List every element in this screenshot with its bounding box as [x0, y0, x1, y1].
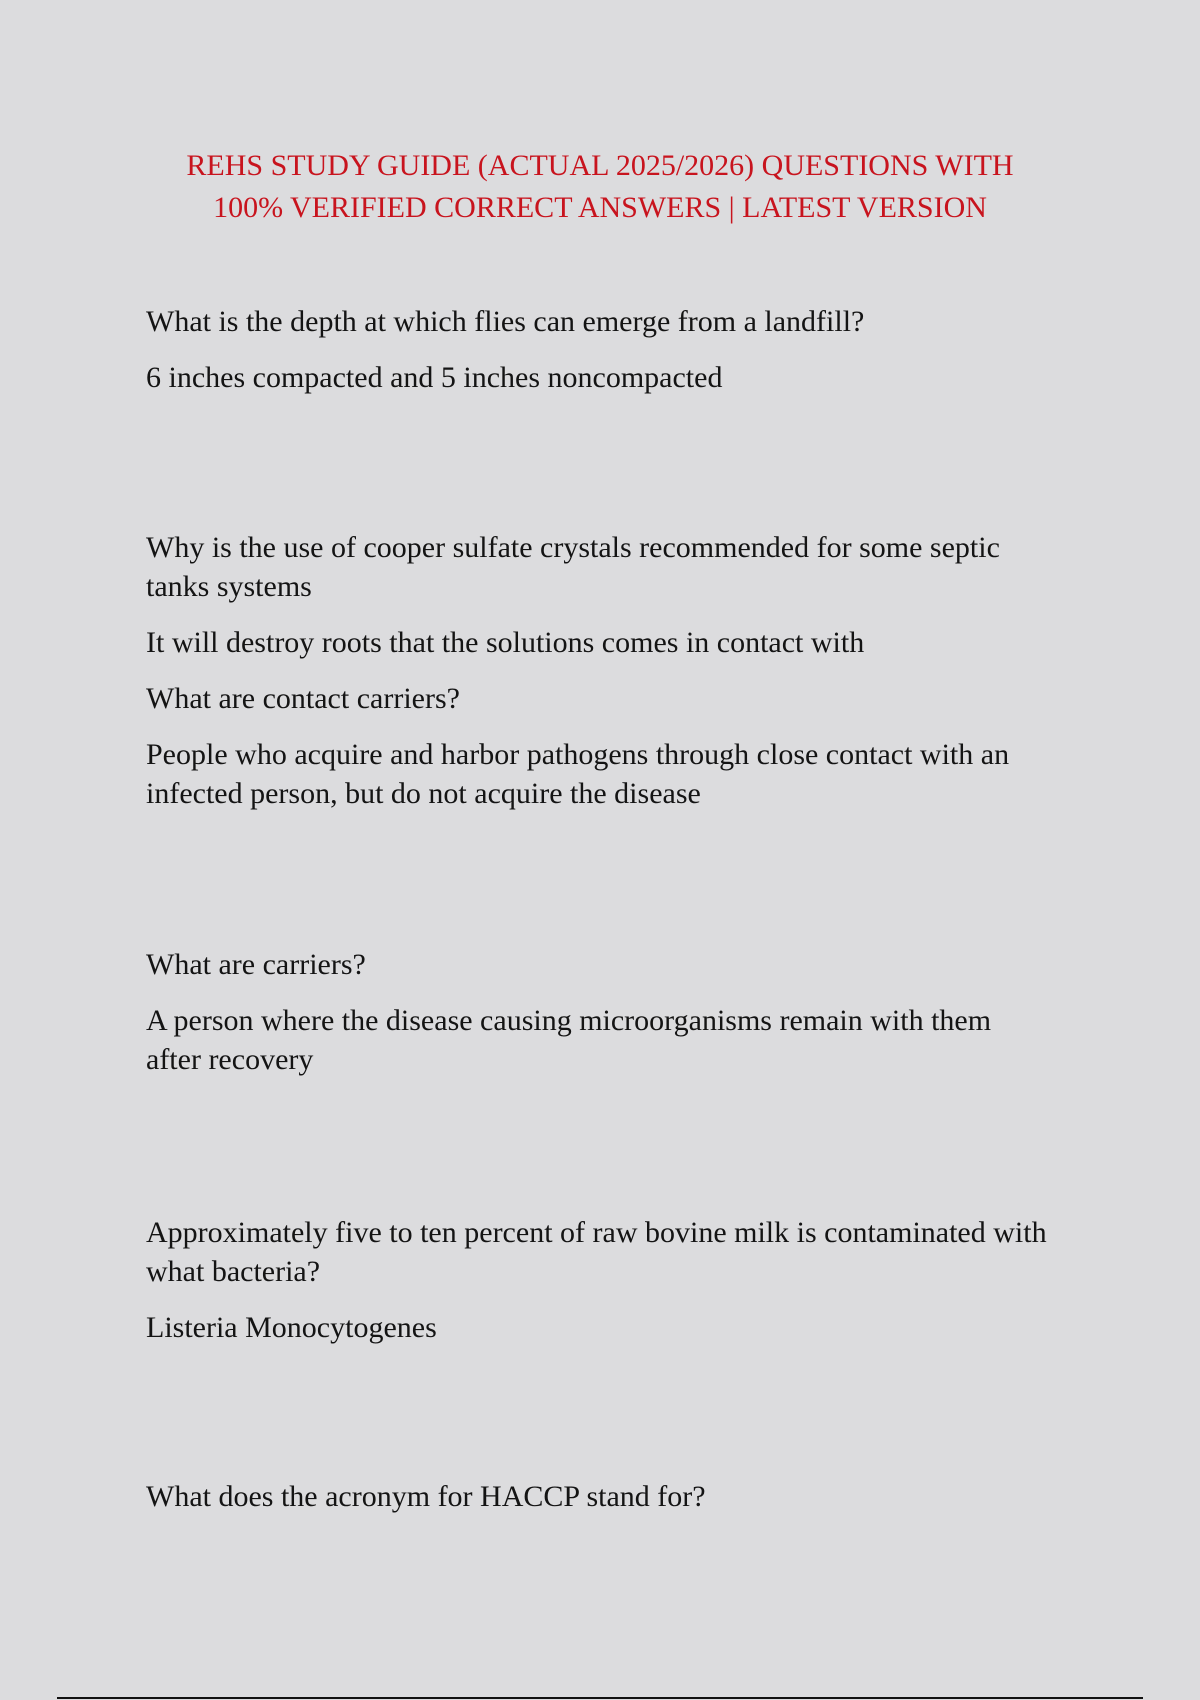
answer-text: Listeria Monocytogenes	[146, 1311, 437, 1344]
qa-entry-5	[146, 1213, 1066, 1347]
question-text: Approximately five to ten percent of raw bovine milk is contaminated with what bacteria?	[146, 1216, 1047, 1288]
question-text: What does the acronym for HACCP stand for?	[146, 1480, 706, 1513]
title-line-2: 100% VERIFIED CORRECT ANSWERS | LATEST VERSION	[213, 191, 987, 224]
answer-text: A person where the disease causing microorganisms remain with them after recovery	[146, 1004, 992, 1076]
qa-entry-6	[146, 1477, 1066, 1516]
answer-text: 6 inches compacted and 5 inches noncompacted	[146, 361, 723, 394]
question-text: What are carriers?	[146, 948, 366, 981]
qa-entry-4	[146, 945, 1066, 1079]
question-text: What is the depth at which flies can emerge from a landfill?	[146, 305, 865, 338]
title-line-1: REHS STUDY GUIDE (ACTUAL 2025/2026) QUESTIONS WITH	[186, 149, 1014, 182]
page-title	[0, 145, 1200, 229]
qa-entry-1	[146, 302, 1066, 397]
answer-text: It will destroy roots that the solutions comes in contact with	[146, 626, 865, 659]
bottom-divider	[57, 1697, 1143, 1699]
answer-text: People who acquire and harbor pathogens through close contact with an infected person, but do not acquire the disease	[146, 738, 1010, 810]
question-text: What are contact carriers?	[146, 682, 460, 715]
qa-entry-2	[146, 528, 1066, 813]
question-text: Why is the use of cooper sulfate crystals recommended for some septic tanks systems	[146, 531, 1000, 603]
